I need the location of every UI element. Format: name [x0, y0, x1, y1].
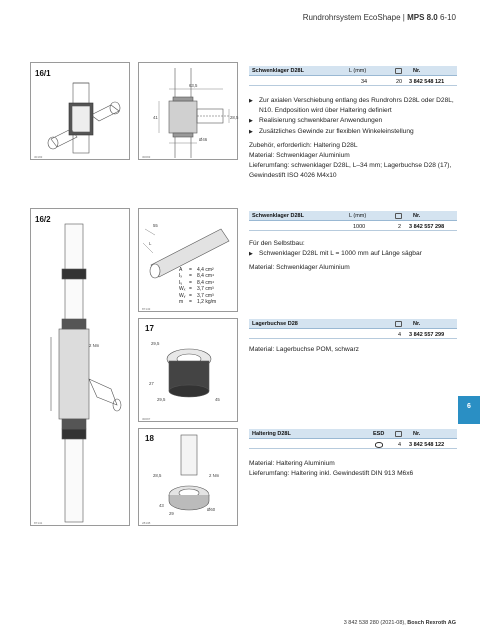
page-footer [344, 620, 456, 626]
prop-value: 8,4 cm⁴ [197, 273, 215, 280]
cell-length: 34 [361, 79, 368, 85]
col-length: L (mm) [349, 68, 367, 74]
prop-equals: = [189, 299, 192, 306]
package-icon [395, 321, 402, 327]
prop-value: 1,2 kg/m [197, 299, 217, 306]
figure-tag: 28138 [142, 521, 151, 525]
text-line: Material: Lagerbuchse POM, schwarz [249, 346, 359, 353]
prop-equals: = [189, 273, 192, 280]
esd-icon [375, 442, 383, 448]
bearing-bush-illustration [139, 319, 239, 423]
prop-symbol: Iᵧ [179, 279, 182, 286]
bullet-item: ▶ Realisierung schwenkbarer Anwendungen [249, 116, 455, 126]
dim-label: Ø60 [207, 507, 216, 512]
prop-equals: = [189, 267, 192, 273]
col-number: Nr. [413, 431, 421, 437]
table-header [249, 66, 457, 76]
section-4-text [249, 459, 455, 479]
footer-company: Bosch Rexroth AG [407, 620, 456, 626]
dim-label: 55 [153, 223, 158, 228]
dim-label: 28,5 [153, 473, 162, 478]
text-line: Material: Schwenklager Aluminium [249, 152, 350, 160]
dim-label: 41 [153, 115, 158, 120]
prop-value: 4,4 cm² [197, 267, 214, 273]
swivel-bearing-dimension-drawing [139, 63, 239, 161]
dim-label: 29 [169, 511, 174, 516]
swivel-bearing-illustration [31, 63, 131, 161]
figure-tag: 30193 [34, 155, 43, 159]
table-row [249, 222, 457, 231]
cell-length: 1000 [353, 224, 366, 230]
prop-equals: = [189, 286, 192, 293]
figure-tag: 30097 [142, 417, 151, 421]
cell-part-number: 3 842 557 298 [409, 224, 445, 230]
col-number: Nr. [413, 213, 421, 219]
dim-label: 29,5 [157, 397, 166, 402]
dim-label: Ø46 [199, 137, 208, 142]
table-header [249, 211, 457, 221]
figure-16-2-box [30, 208, 130, 526]
table-row [249, 77, 457, 86]
table-row [249, 440, 457, 449]
section-1-text [249, 96, 455, 182]
bullet-item: ▶ Schwenklager D28L mit L = 1000 mm auf Länge sägbar [249, 249, 455, 259]
dim-label: 43 [159, 503, 164, 508]
text-line: Material: Haltering Aluminium [249, 460, 335, 467]
cell-qty: 2 [398, 224, 402, 230]
section-2-text [249, 239, 455, 274]
figure-16-1-drawing-box [138, 62, 238, 160]
section-properties [179, 267, 216, 305]
dim-label: 45 [215, 397, 220, 402]
col-number: Nr. [413, 68, 421, 74]
header-product: MPS 8.0 [407, 13, 438, 22]
col-esd: ESD [373, 431, 385, 437]
chapter-tab[interactable]: 6 [458, 396, 480, 424]
text-line: Material: Schwenklager Aluminium [249, 264, 350, 272]
prop-symbol: Wᵧ [179, 292, 186, 299]
figure-number: 18 [145, 434, 154, 443]
figure-18-box [138, 428, 238, 526]
cell-part-number: 3 842 548 122 [409, 442, 445, 448]
package-icon [395, 68, 402, 74]
figure-number: 16/1 [35, 69, 51, 78]
figure-16-1-box [30, 62, 130, 160]
package-icon [395, 213, 402, 219]
cell-qty: 20 [396, 79, 403, 85]
assembly-illustration [31, 209, 131, 527]
dim-label: 63,5 [189, 83, 198, 88]
prop-equals: = [189, 279, 192, 286]
figure-17-box [138, 318, 238, 422]
retaining-ring-illustration [139, 429, 239, 527]
dim-label: 29,5 [151, 341, 160, 346]
figure-tag: 30093 [142, 155, 151, 159]
col-number: Nr. [413, 321, 421, 327]
footer-doc: 3 842 538 280 (2021-08), [343, 620, 406, 626]
header-system: Rundrohrsystem EcoShape [302, 13, 401, 22]
page-header [303, 13, 456, 22]
table-title: Haltering D28L [252, 431, 291, 437]
table-title: Schwenklager D28L [252, 213, 304, 219]
section-3-text [249, 345, 455, 355]
text-line: Für den Selbstbau: [249, 240, 305, 247]
figure-16-2-tube-box [138, 208, 238, 312]
prop-value: 3,7 cm³ [197, 286, 214, 293]
table-header [249, 429, 457, 439]
table-title: Lagerbuchse D28 [252, 321, 298, 327]
col-length: L (mm) [349, 213, 367, 219]
text-line: Lieferumfang: Haltering inkl. Gewindestift DIN 913 M6x6 [249, 470, 414, 478]
table-title: Schwenklager D28L [252, 68, 304, 74]
header-page: 6-10 [439, 13, 456, 22]
cell-qty: 4 [398, 332, 402, 338]
header-separator: | [402, 13, 405, 22]
figure-tag: 87141 [34, 521, 43, 525]
text-line: Lieferumfang: schwenklager D28L, L–34 mm; Lagerbuchse D28 (17), Gewindestift ISO 4026 M4x10 [249, 162, 452, 180]
cell-part-number: 3 842 557 299 [409, 332, 445, 338]
package-icon [395, 431, 402, 437]
bullet-item: ▶ Zur axialen Verschiebung entlang des Rundrohrs D28L oder D28L, N10. Endposition wird über Haltering definiert [249, 96, 455, 116]
text-line: Zubehör, erforderlich: Haltering D28L [249, 141, 358, 149]
prop-symbol: Iₓ [179, 273, 183, 280]
table-row [249, 330, 457, 339]
prop-symbol: m [179, 299, 184, 306]
prop-value: 8,4 cm⁴ [197, 279, 215, 286]
dim-label: L [149, 241, 152, 246]
dim-label: 28,5 [230, 115, 239, 120]
prop-symbol: Wₓ [179, 286, 186, 293]
table-header [249, 319, 457, 329]
dim-label: 27 [149, 381, 154, 386]
torque-label: 2 Nm [89, 343, 100, 348]
figure-number: 17 [145, 324, 154, 333]
torque-label: 2 Nm [209, 473, 220, 478]
figure-tag: 87143 [142, 307, 151, 311]
bullet-item: ▶ Zusätzliches Gewinde zur flexiblen Winkeleinstellung [249, 127, 455, 137]
prop-value: 3,7 cm³ [197, 292, 214, 299]
prop-symbol: A [179, 267, 183, 273]
figure-number: 16/2 [35, 215, 51, 224]
cell-part-number: 3 842 548 121 [409, 79, 445, 85]
prop-equals: = [189, 292, 192, 299]
cell-qty: 4 [398, 442, 402, 448]
